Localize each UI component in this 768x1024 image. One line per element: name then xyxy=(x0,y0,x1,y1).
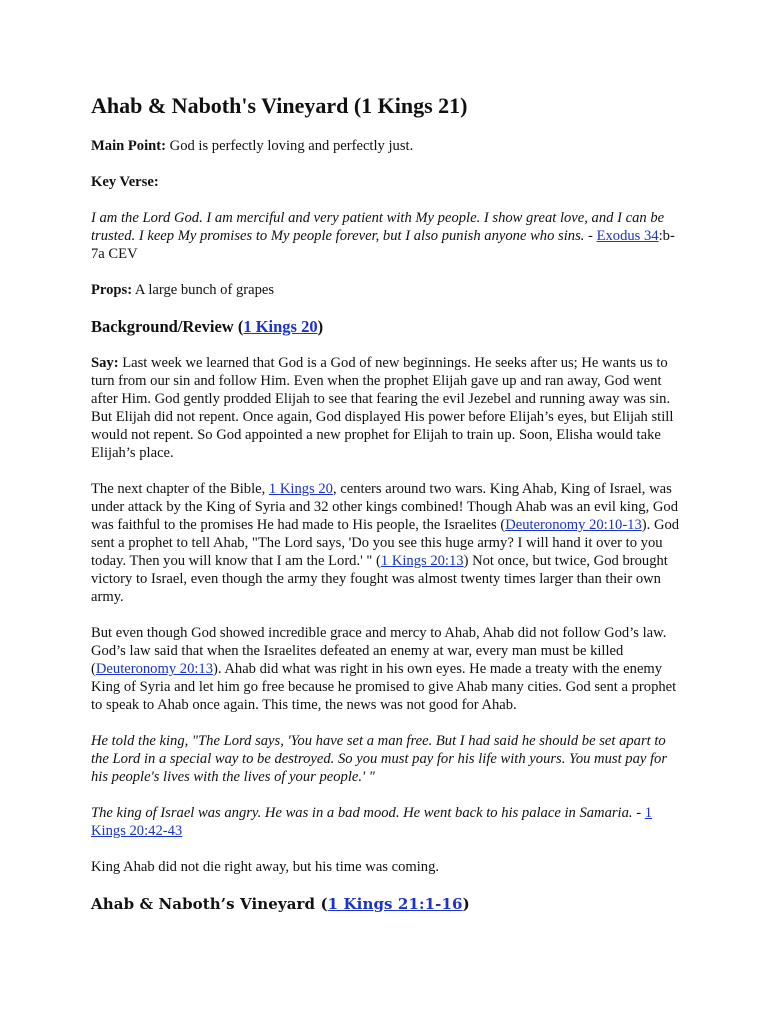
key-verse-quote: I am the Lord God. I am merciful and very patient with My people. I show great love, and I can be trusted. I keep My promises to My people forever, but I also punish anyone who sins. - xyxy=(91,210,665,244)
background-heading-link[interactable]: 1 Kings 20 xyxy=(243,317,318,336)
background-heading-text: Background/Review ( xyxy=(91,317,244,336)
deuteronomy-20-10-link[interactable]: Deuteronomy 20:10-13 xyxy=(505,517,642,533)
background-heading xyxy=(91,317,681,337)
exodus-link[interactable]: Exodus 34 xyxy=(596,228,659,244)
para2-text-4: ) Not once, but twice, God brought victory to Israel, even though the army they fought was almost twenty times larger than their own army. xyxy=(91,553,668,605)
para3-text-2: ). Ahab did what was right in his own eyes. He made a treaty with the enemy King of Syria and let him go free because he promised to give Ahab many cities. God sent a prophet to speak to Ahab once again. This time, the news was not good for Ahab. xyxy=(91,661,677,713)
key-verse-heading: Key Verse: xyxy=(91,174,159,190)
king-angry-text: The king of Israel was angry. He was in a bad mood. He went back to his palace in Samaria. - xyxy=(91,805,645,821)
section-heading-end: ) xyxy=(462,895,470,913)
page-title: Ahab & Naboth's Vineyard (1 Kings 21) xyxy=(91,93,468,118)
king-angry-quote xyxy=(91,804,681,840)
props-text: A large bunch of grapes xyxy=(132,282,275,298)
say-text: Last week we learned that God is a God of new beginnings. He seeks after us; He wants us to turn from our sin and follow Him. Even when the prophet Elijah gave up and ran away, God went after Him. God gently prodded Elijah to see that fearing the evil Jezebel and running away was sin. But Elijah did not repent. Once again, God displayed His power before Elijah’s eyes, but Elijah still would not repent. So God appointed a new prophet for Elijah to train up. Soon, Elisha would take Elijah’s place. xyxy=(91,355,674,461)
main-point-label: Main Point: xyxy=(91,138,166,154)
key-verse-label xyxy=(91,173,681,191)
props xyxy=(91,281,681,299)
prophet-quote: He told the king, "The Lord says, 'You have set a man free. But I had said he should be set apart to the Lord in a special way to be destroyed. So you must pay for his life with yours. You must pay for his people's lives with the lives of your people.' " xyxy=(91,733,668,785)
kings-20-42-link[interactable]: 1 Kings 20:42-43 xyxy=(91,805,653,839)
say-label: Say: xyxy=(91,355,119,371)
key-verse-suffix: :b-7a CEV xyxy=(91,228,675,262)
section-heading-text: Ahab & Naboth’s Vineyard ( xyxy=(91,895,328,913)
background-heading-end: ) xyxy=(317,317,324,336)
props-label: Props: xyxy=(91,282,133,298)
deuteronomy-20-13-link[interactable]: Deuteronomy 20:13 xyxy=(95,661,214,677)
para2-text-2: , centers around two wars. King Ahab, King of Israel, was under attack by the King of Syria and 32 other kings combined! Though Ahab was an evil king, God was faithful to the promises He had made to His people, the Israelites ( xyxy=(91,481,679,533)
document-content xyxy=(91,93,681,931)
section-heading-naboth xyxy=(91,894,681,914)
wars-paragraph xyxy=(91,480,681,606)
closing-paragraph: King Ahab did not die right away, but his time was coming. xyxy=(91,859,440,875)
say-paragraph xyxy=(91,354,681,462)
para2-text-3: ). God sent a prophet to tell Ahab, "The Lord says, 'Do you see this huge army? I will hand it over to you today. Then you will know that I am the Lord.' " ( xyxy=(91,517,680,569)
kings-20-13-link[interactable]: 1 Kings 20:13 xyxy=(380,553,464,569)
key-verse xyxy=(91,209,681,263)
main-point-text: God is perfectly loving and perfectly just. xyxy=(166,138,414,154)
para2-text-1: The next chapter of the Bible, xyxy=(91,481,269,497)
grace-paragraph xyxy=(91,624,681,714)
para3-text-1: But even though God showed incredible grace and mercy to Ahab, Ahab did not follow God’s law. God’s law said that when the Israelites defeated an enemy at war, every man must be killed ( xyxy=(91,625,667,677)
kings-21-link[interactable]: 1 Kings 21:1-16 xyxy=(327,895,463,913)
main-point xyxy=(91,137,681,155)
kings-20-link[interactable]: 1 Kings 20 xyxy=(268,481,333,497)
